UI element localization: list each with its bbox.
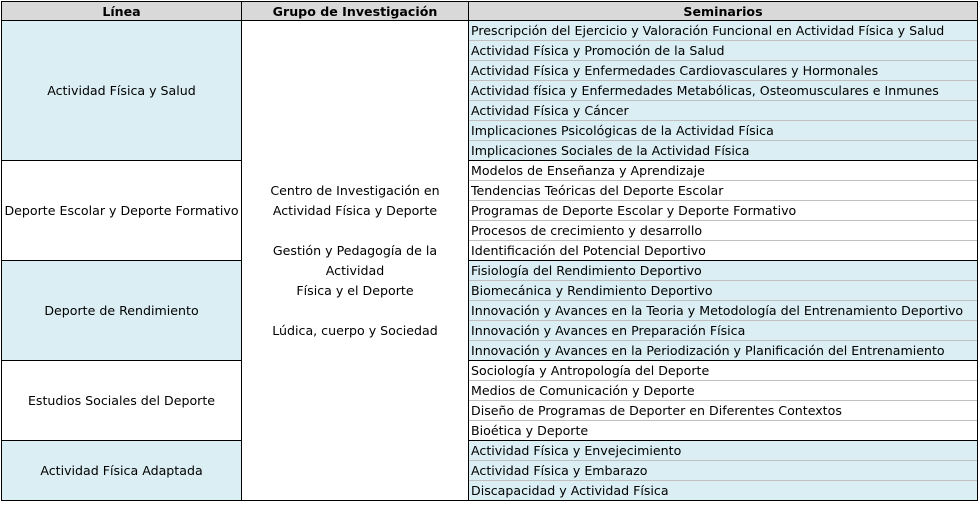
seminario-cell: Actividad Física y Promoción de la Salud	[469, 41, 978, 61]
table-row	[2, 261, 978, 281]
seminario-cell: Discapacidad y Actividad Física	[469, 481, 978, 501]
seminario-cell: Procesos de crecimiento y desarrollo	[469, 221, 978, 241]
seminario-cell: Innovación y Avances en la Periodización y Planificación del Entrenamiento	[469, 341, 978, 361]
seminario-cell: Innovación y Avances en Preparación Física	[469, 321, 978, 341]
seminario-cell: Implicaciones Psicológicas de la Actividad Física	[469, 121, 978, 141]
header-grupo: Grupo de Investigación	[242, 2, 469, 21]
seminario-cell: Medios de Comunicación y Deporte	[469, 381, 978, 401]
seminario-cell: Bioética y Deporte	[469, 421, 978, 441]
grupo-line: Gestión y Pedagogía de la Actividad	[272, 242, 438, 278]
grupo-line: Actividad Física y Deporte	[272, 202, 438, 218]
seminario-cell: Identificación del Potencial Deportivo	[469, 241, 978, 261]
seminario-cell: Innovación y Avances en la Teoria y Metodología del Entrenamiento Deportivo	[469, 301, 978, 321]
seminario-cell: Sociología y Antropología del Deporte	[469, 361, 978, 381]
grupo-line: Centro de Investigación en	[270, 182, 440, 198]
seminario-cell: Diseño de Programas de Deporter en Diferentes Contextos	[469, 401, 978, 421]
table-row	[2, 21, 978, 41]
table-row	[2, 441, 978, 461]
grupo-line: Lúdica, cuerpo y Sociedad	[272, 322, 438, 338]
linea-cell: Deporte de Rendimiento	[2, 261, 242, 361]
seminario-cell: Tendencias Teóricas del Deporte Escolar	[469, 181, 978, 201]
seminario-cell: Actividad Física y Envejecimiento	[469, 441, 978, 461]
seminarios-table	[1, 1, 978, 501]
seminario-cell: Programas de Deporte Escolar y Deporte Formativo	[469, 201, 978, 221]
grupo-spacer	[242, 301, 468, 321]
seminario-cell: Actividad Física y Embarazo	[469, 461, 978, 481]
table-row	[2, 361, 978, 381]
table-body	[2, 21, 978, 501]
seminario-cell: Actividad Física y Cáncer	[469, 101, 978, 121]
seminario-cell: Actividad Física y Enfermedades Cardiovasculares y Hormonales	[469, 61, 978, 81]
seminario-cell: Biomecánica y Rendimiento Deportivo	[469, 281, 978, 301]
linea-cell: Actividad Física y Salud	[2, 21, 242, 161]
seminario-cell: Actividad física y Enfermedades Metabólicas, Osteomusculares e Inmunes	[469, 81, 978, 101]
header-row	[2, 2, 978, 21]
grupo-spacer	[242, 221, 468, 241]
grupo-cell	[242, 21, 469, 501]
linea-cell: Deporte Escolar y Deporte Formativo	[2, 161, 242, 261]
seminario-cell: Modelos de Enseñanza y Aprendizaje	[469, 161, 978, 181]
header-linea: Línea	[2, 2, 242, 21]
seminario-cell: Prescripción del Ejercicio y Valoración Funcional en Actividad Física y Salud	[469, 21, 978, 41]
header-seminarios: Seminarios	[469, 2, 978, 21]
linea-cell: Estudios Sociales del Deporte	[2, 361, 242, 441]
linea-cell: Actividad Física Adaptada	[2, 441, 242, 501]
table-row	[2, 161, 978, 181]
grupo-line: Física y el Deporte	[296, 282, 414, 298]
seminario-cell: Fisiología del Rendimiento Deportivo	[469, 261, 978, 281]
seminario-cell: Implicaciones Sociales de la Actividad Física	[469, 141, 978, 161]
